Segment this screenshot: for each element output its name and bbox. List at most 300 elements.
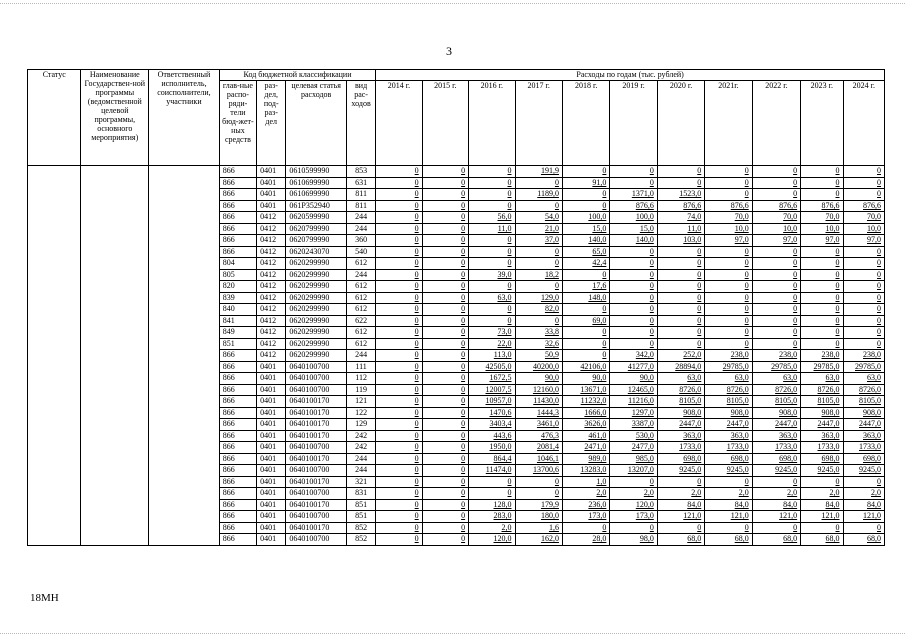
value-cell: 985,0 <box>610 453 657 465</box>
value-cell: 0 <box>422 200 468 212</box>
value-cell: 0 <box>657 281 704 293</box>
value-cell: 0 <box>376 499 422 511</box>
code-cell: 0401 <box>257 177 286 189</box>
value-cell: 908,0 <box>801 407 843 419</box>
value-cell: 876,6 <box>657 200 704 212</box>
value-cell: 0 <box>422 177 468 189</box>
value-cell: 1733,0 <box>752 442 800 454</box>
value-cell: 0 <box>562 338 609 350</box>
value-cell: 0 <box>376 453 422 465</box>
value-cell: 0 <box>422 292 468 304</box>
code-cell: 0640100170 <box>286 522 347 534</box>
code-cell: 0620299990 <box>286 281 347 293</box>
value-cell: 0 <box>469 177 515 189</box>
code-cell: 849 <box>219 327 256 339</box>
value-cell: 9245,0 <box>705 465 752 477</box>
code-cell: 0610699990 <box>286 177 347 189</box>
value-cell: 9245,0 <box>657 465 704 477</box>
header-type: вид рас-ходов <box>346 81 375 166</box>
value-cell: 39,0 <box>469 269 515 281</box>
header-program-name: Наименование Государствен-ной программы (ведомственной целевой программы, основного мероприятия) <box>81 70 149 166</box>
value-cell: 173,0 <box>610 511 657 523</box>
header-section: раз-дел, под-раз-дел <box>257 81 286 166</box>
code-cell: 820 <box>219 281 256 293</box>
code-cell: 866 <box>219 396 256 408</box>
value-cell: 90,0 <box>515 373 562 385</box>
code-cell: 0640100700 <box>286 511 347 523</box>
value-cell: 0 <box>752 177 800 189</box>
code-cell: 612 <box>346 304 375 316</box>
value-cell: 9245,0 <box>843 465 884 477</box>
code-cell: 112 <box>346 373 375 385</box>
value-cell: 12465,0 <box>610 384 657 396</box>
value-cell: 530,0 <box>610 430 657 442</box>
value-cell: 0 <box>657 269 704 281</box>
value-cell: 8726,0 <box>801 384 843 396</box>
value-cell: 0 <box>705 246 752 258</box>
value-cell: 91,0 <box>562 177 609 189</box>
code-cell: 805 <box>219 269 256 281</box>
value-cell: 2,0 <box>752 488 800 500</box>
value-cell: 864,4 <box>469 453 515 465</box>
value-cell: 0 <box>705 292 752 304</box>
value-cell: 989,0 <box>562 453 609 465</box>
value-cell: 0 <box>422 488 468 500</box>
value-cell: 0 <box>752 281 800 293</box>
value-cell: 15,0 <box>610 223 657 235</box>
code-cell: 866 <box>219 511 256 523</box>
value-cell: 0 <box>376 476 422 488</box>
value-cell: 0 <box>610 315 657 327</box>
header-year: 2014 г. <box>376 81 422 166</box>
value-cell: 0 <box>801 166 843 178</box>
value-cell: 32,6 <box>515 338 562 350</box>
value-cell: 0 <box>562 189 609 201</box>
code-cell: 0401 <box>257 442 286 454</box>
value-cell: 238,0 <box>705 350 752 362</box>
value-cell: 0 <box>705 476 752 488</box>
value-cell: 0 <box>562 304 609 316</box>
value-cell: 179,9 <box>515 499 562 511</box>
code-cell: 0401 <box>257 465 286 477</box>
value-cell: 283,0 <box>469 511 515 523</box>
value-cell: 0 <box>801 315 843 327</box>
value-cell: 0 <box>610 269 657 281</box>
value-cell: 876,6 <box>843 200 884 212</box>
value-cell: 0 <box>843 166 884 178</box>
value-cell: 29785,0 <box>843 361 884 373</box>
value-cell: 698,0 <box>657 453 704 465</box>
value-cell: 1733,0 <box>843 442 884 454</box>
value-cell: 97,0 <box>705 235 752 247</box>
value-cell: 363,0 <box>843 430 884 442</box>
value-cell: 908,0 <box>705 407 752 419</box>
code-cell: 0401 <box>257 419 286 431</box>
value-cell: 0 <box>515 258 562 270</box>
value-cell: 0 <box>376 350 422 362</box>
value-cell: 876,6 <box>801 200 843 212</box>
code-cell: 0401 <box>257 511 286 523</box>
value-cell: 40200,0 <box>515 361 562 373</box>
code-cell: 811 <box>346 200 375 212</box>
code-cell: 866 <box>219 384 256 396</box>
value-cell: 0 <box>469 166 515 178</box>
value-cell: 0 <box>705 281 752 293</box>
value-cell: 8105,0 <box>752 396 800 408</box>
value-cell: 0 <box>657 292 704 304</box>
table-row <box>28 166 885 178</box>
code-cell: 852 <box>346 534 375 546</box>
value-cell: 0 <box>843 476 884 488</box>
value-cell: 0 <box>752 269 800 281</box>
value-cell: 2447,0 <box>843 419 884 431</box>
value-cell: 0 <box>801 304 843 316</box>
value-cell: 0 <box>469 488 515 500</box>
code-cell: 0620799990 <box>286 235 347 247</box>
value-cell: 908,0 <box>843 407 884 419</box>
value-cell: 162,0 <box>515 534 562 546</box>
value-cell: 97,0 <box>801 235 843 247</box>
value-cell: 698,0 <box>801 453 843 465</box>
value-cell: 70,0 <box>843 212 884 224</box>
value-cell: 0 <box>801 246 843 258</box>
value-cell: 1444,3 <box>515 407 562 419</box>
value-cell: 13700,6 <box>515 465 562 477</box>
code-cell: 0620799990 <box>286 223 347 235</box>
value-cell: 0 <box>843 292 884 304</box>
value-cell: 0 <box>422 465 468 477</box>
value-cell: 0 <box>562 200 609 212</box>
value-cell: 37,0 <box>515 235 562 247</box>
value-cell: 0 <box>422 407 468 419</box>
code-cell: 0640100170 <box>286 453 347 465</box>
value-cell: 0 <box>657 258 704 270</box>
value-cell: 84,0 <box>801 499 843 511</box>
value-cell: 0 <box>376 419 422 431</box>
value-cell: 70,0 <box>801 212 843 224</box>
value-cell: 11474,0 <box>469 465 515 477</box>
value-cell: 363,0 <box>657 430 704 442</box>
value-cell: 0 <box>376 442 422 454</box>
code-cell: 0401 <box>257 373 286 385</box>
code-cell: 866 <box>219 177 256 189</box>
header-year: 2015 г. <box>422 81 468 166</box>
value-cell: 0 <box>376 327 422 339</box>
code-cell: 0620299990 <box>286 258 347 270</box>
code-cell: 0401 <box>257 361 286 373</box>
code-cell: 0620599990 <box>286 212 347 224</box>
code-cell: 866 <box>219 419 256 431</box>
value-cell: 0 <box>705 338 752 350</box>
value-cell: 0 <box>422 430 468 442</box>
code-cell: 244 <box>346 212 375 224</box>
value-cell: 0 <box>801 327 843 339</box>
code-cell: 0620299990 <box>286 292 347 304</box>
value-cell: 13283,0 <box>562 465 609 477</box>
code-cell: 244 <box>346 453 375 465</box>
code-cell: 0412 <box>257 212 286 224</box>
value-cell: 17,6 <box>562 281 609 293</box>
value-cell: 8105,0 <box>657 396 704 408</box>
value-cell: 180,0 <box>515 511 562 523</box>
value-cell: 0 <box>422 373 468 385</box>
header-status: Статус <box>28 70 81 166</box>
value-cell: 0 <box>610 258 657 270</box>
value-cell: 8726,0 <box>657 384 704 396</box>
value-cell: 0 <box>610 327 657 339</box>
value-cell: 252,0 <box>657 350 704 362</box>
code-cell: 853 <box>346 166 375 178</box>
value-cell: 0 <box>422 304 468 316</box>
value-cell: 63,0 <box>752 373 800 385</box>
value-cell: 103,0 <box>657 235 704 247</box>
value-cell: 84,0 <box>843 499 884 511</box>
code-cell: 612 <box>346 281 375 293</box>
value-cell: 0 <box>657 338 704 350</box>
value-cell: 22,0 <box>469 338 515 350</box>
code-cell: 866 <box>219 235 256 247</box>
code-cell: 244 <box>346 350 375 362</box>
value-cell: 0 <box>843 338 884 350</box>
value-cell: 21,0 <box>515 223 562 235</box>
value-cell: 1,6 <box>515 522 562 534</box>
value-cell: 0 <box>705 315 752 327</box>
value-cell: 0 <box>843 189 884 201</box>
value-cell: 42505,0 <box>469 361 515 373</box>
value-cell: 0 <box>843 177 884 189</box>
code-cell: 360 <box>346 235 375 247</box>
value-cell: 0 <box>705 189 752 201</box>
value-cell: 0 <box>469 476 515 488</box>
code-cell: 631 <box>346 177 375 189</box>
value-cell: 11232,0 <box>562 396 609 408</box>
code-cell: 0640100700 <box>286 373 347 385</box>
value-cell: 0 <box>610 522 657 534</box>
code-cell: 0640100170 <box>286 407 347 419</box>
value-cell: 0 <box>843 246 884 258</box>
value-cell: 68,0 <box>752 534 800 546</box>
value-cell: 0 <box>422 258 468 270</box>
value-cell: 0 <box>657 177 704 189</box>
value-cell: 0 <box>843 304 884 316</box>
value-cell: 0 <box>843 315 884 327</box>
header-year: 2021г. <box>705 81 752 166</box>
value-cell: 128,0 <box>469 499 515 511</box>
value-cell: 73,0 <box>469 327 515 339</box>
value-cell: 0 <box>752 189 800 201</box>
value-cell: 10,0 <box>752 223 800 235</box>
value-cell: 0 <box>801 338 843 350</box>
value-cell: 0 <box>562 327 609 339</box>
value-cell: 97,0 <box>752 235 800 247</box>
code-cell: 0610699990 <box>286 189 347 201</box>
code-cell: 0412 <box>257 338 286 350</box>
footer-code: 18МН <box>30 592 59 604</box>
value-cell: 70,0 <box>752 212 800 224</box>
value-cell: 238,0 <box>801 350 843 362</box>
value-cell: 13207,0 <box>610 465 657 477</box>
code-cell: 866 <box>219 430 256 442</box>
value-cell: 0 <box>843 522 884 534</box>
value-cell: 0 <box>422 246 468 258</box>
value-cell: 29785,0 <box>705 361 752 373</box>
value-cell: 100,0 <box>610 212 657 224</box>
value-cell: 2,0 <box>469 522 515 534</box>
budget-table <box>27 69 885 546</box>
value-cell: 0 <box>376 465 422 477</box>
value-cell: 121,0 <box>752 511 800 523</box>
value-cell: 0 <box>376 258 422 270</box>
code-cell: 866 <box>219 189 256 201</box>
value-cell: 0 <box>801 281 843 293</box>
code-cell: 612 <box>346 338 375 350</box>
value-cell: 0 <box>610 166 657 178</box>
value-cell: 0 <box>752 315 800 327</box>
code-cell: 0401 <box>257 200 286 212</box>
value-cell: 11430,0 <box>515 396 562 408</box>
value-cell: 69,0 <box>562 315 609 327</box>
code-cell: 0412 <box>257 235 286 247</box>
table-body <box>28 166 885 546</box>
code-cell: 0401 <box>257 522 286 534</box>
value-cell: 3387,0 <box>610 419 657 431</box>
value-cell: 0 <box>515 177 562 189</box>
value-cell: 148,0 <box>562 292 609 304</box>
code-cell: 0620299990 <box>286 304 347 316</box>
value-cell: 70,0 <box>705 212 752 224</box>
code-cell: 0401 <box>257 488 286 500</box>
value-cell: 8105,0 <box>801 396 843 408</box>
value-cell: 121,0 <box>657 511 704 523</box>
value-cell: 1733,0 <box>657 442 704 454</box>
value-cell: 0 <box>376 396 422 408</box>
code-cell: 540 <box>346 246 375 258</box>
code-cell: 0640100170 <box>286 430 347 442</box>
value-cell: 0 <box>752 327 800 339</box>
value-cell: 68,0 <box>705 534 752 546</box>
value-cell: 0 <box>752 246 800 258</box>
value-cell: 0 <box>562 166 609 178</box>
page-number: 3 <box>446 44 452 58</box>
code-cell: 111 <box>346 361 375 373</box>
header-year: 2023 г. <box>801 81 843 166</box>
value-cell: 2,0 <box>843 488 884 500</box>
value-cell: 9245,0 <box>752 465 800 477</box>
code-cell: 866 <box>219 499 256 511</box>
value-cell: 0 <box>843 281 884 293</box>
code-cell: 0640100170 <box>286 396 347 408</box>
code-cell: 0412 <box>257 350 286 362</box>
value-cell: 10,0 <box>801 223 843 235</box>
code-cell: 0640100700 <box>286 361 347 373</box>
value-cell: 63,0 <box>657 373 704 385</box>
code-cell: 866 <box>219 442 256 454</box>
value-cell: 0 <box>469 189 515 201</box>
value-cell: 28,0 <box>562 534 609 546</box>
code-cell: 851 <box>219 338 256 350</box>
value-cell: 0 <box>422 476 468 488</box>
value-cell: 0 <box>610 281 657 293</box>
value-cell: 98,0 <box>610 534 657 546</box>
value-cell: 0 <box>376 177 422 189</box>
value-cell: 0 <box>562 269 609 281</box>
value-cell: 0 <box>376 315 422 327</box>
value-cell: 0 <box>801 292 843 304</box>
code-cell: 0610599990 <box>286 166 347 178</box>
value-cell: 1733,0 <box>705 442 752 454</box>
value-cell: 1733,0 <box>801 442 843 454</box>
value-cell: 698,0 <box>843 453 884 465</box>
value-cell: 121,0 <box>705 511 752 523</box>
code-cell: 841 <box>219 315 256 327</box>
code-cell: 866 <box>219 361 256 373</box>
top-dotted-line <box>0 3 905 4</box>
value-cell: 0 <box>801 258 843 270</box>
value-cell: 0 <box>376 338 422 350</box>
code-cell: 0401 <box>257 534 286 546</box>
header-budget-code: Код бюджетной классификации <box>219 70 375 81</box>
value-cell: 3626,0 <box>562 419 609 431</box>
value-cell: 68,0 <box>657 534 704 546</box>
code-cell: 839 <box>219 292 256 304</box>
value-cell: 0 <box>422 522 468 534</box>
value-cell: 0 <box>422 223 468 235</box>
code-cell: 0640100700 <box>286 534 347 546</box>
code-cell: 0412 <box>257 246 286 258</box>
value-cell: 0 <box>422 166 468 178</box>
code-cell: 612 <box>346 258 375 270</box>
value-cell: 90,0 <box>610 373 657 385</box>
value-cell: 0 <box>422 189 468 201</box>
code-cell: 612 <box>346 292 375 304</box>
value-cell: 1297,0 <box>610 407 657 419</box>
header-expenses: Расходы по годам (тыс. рублей) <box>376 70 885 81</box>
value-cell: 50,9 <box>515 350 562 362</box>
value-cell: 0 <box>843 269 884 281</box>
value-cell: 121,0 <box>843 511 884 523</box>
code-cell: 121 <box>346 396 375 408</box>
code-cell: 0401 <box>257 430 286 442</box>
value-cell: 0 <box>422 269 468 281</box>
value-cell: 129,0 <box>515 292 562 304</box>
value-cell: 363,0 <box>705 430 752 442</box>
value-cell: 0 <box>705 269 752 281</box>
code-cell: 0401 <box>257 499 286 511</box>
code-cell: 061Р352940 <box>286 200 347 212</box>
code-cell: 0412 <box>257 315 286 327</box>
value-cell: 2,0 <box>801 488 843 500</box>
value-cell: 97,0 <box>843 235 884 247</box>
value-cell: 3403,4 <box>469 419 515 431</box>
value-cell: 0 <box>801 177 843 189</box>
code-cell: 0640100700 <box>286 384 347 396</box>
value-cell: 0 <box>752 476 800 488</box>
code-cell: 242 <box>346 442 375 454</box>
code-cell: 0412 <box>257 292 286 304</box>
value-cell: 63,0 <box>843 373 884 385</box>
code-cell: 840 <box>219 304 256 316</box>
value-cell: 10,0 <box>705 223 752 235</box>
value-cell: 0 <box>422 499 468 511</box>
value-cell: 29785,0 <box>752 361 800 373</box>
program-name-cell <box>81 166 149 546</box>
code-cell: 622 <box>346 315 375 327</box>
value-cell: 65,0 <box>562 246 609 258</box>
value-cell: 1046,1 <box>515 453 562 465</box>
value-cell: 1672,5 <box>469 373 515 385</box>
value-cell: 0 <box>657 166 704 178</box>
code-cell: 866 <box>219 476 256 488</box>
